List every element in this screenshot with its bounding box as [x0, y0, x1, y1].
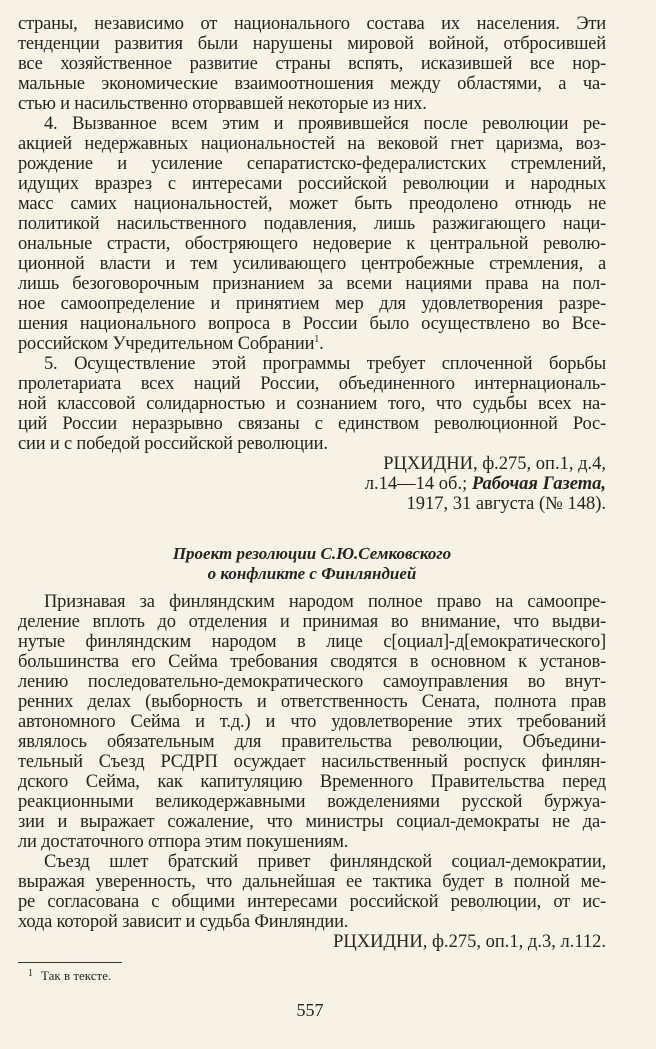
line-text: 5. Осуществление этой программы требует сплоченной борьбы	[44, 354, 606, 374]
text-line	[18, 34, 606, 54]
line-text: автономного Сейма и т.д.) и что удовлетворение этих требований	[18, 712, 606, 732]
line-text: зии и выражает сожаление, что министры социал-демократы не да-	[18, 812, 606, 832]
line-text: рождение и усиление сепаратистско-федералистских стремлений,	[18, 154, 606, 174]
text-line	[18, 872, 606, 892]
text-line	[18, 632, 606, 652]
text-line	[18, 194, 606, 214]
line-text: российском Учредительном Собрании	[18, 334, 315, 354]
footnote	[28, 968, 111, 984]
line-text: тельный Съезд РСДРП осуждает насильственный роспуск финлян-	[18, 752, 606, 772]
text-line	[18, 94, 606, 114]
text-line	[18, 214, 606, 234]
text-line	[18, 14, 606, 34]
heading-line: о конфликте с Финляндией	[207, 564, 417, 583]
text-line	[18, 254, 606, 274]
text-line	[18, 54, 606, 74]
line-text: политикой насильственного подавления, лишь разжигающего наци-	[18, 214, 606, 234]
text-line	[18, 154, 606, 174]
text-line	[18, 752, 606, 772]
text-line	[18, 812, 606, 832]
line-text: Съезд шлет братский привет финляндской социал-демократии,	[44, 852, 606, 872]
citation-line: 1917, 31 августа (№ 148).	[406, 494, 606, 514]
text-line	[18, 74, 606, 94]
text-line	[18, 612, 606, 632]
footnote-reference[interactable]: 1	[314, 333, 320, 345]
line-text: Признавая за финляндским народом полное право на самоопре-	[44, 592, 606, 612]
text-line	[18, 712, 606, 732]
archive-citation-1	[18, 454, 606, 514]
line-text: тенденции развития были нарушены мировой войной, отбросившей	[18, 34, 606, 54]
text-line	[18, 692, 606, 712]
text-line	[18, 652, 606, 672]
line-text: лишь безоговорочным признанием за всеми нациями права на пол-	[18, 274, 606, 294]
line-text: ционной власти и тем усиливающего центробежные стремления, а	[18, 254, 606, 274]
citation-line: РЦХИДНИ, ф.275, оп.1, д.4,	[383, 454, 606, 474]
line-text: шения национального вопроса в России было осуществлено во Все-	[18, 314, 606, 334]
text-line	[18, 294, 606, 314]
text-line	[18, 912, 606, 932]
line-text: страны, независимо от национального состава их населения. Эти	[18, 14, 606, 34]
line-text: пролетариата всех наций России, объединенного интернациональ-	[18, 374, 606, 394]
line-text: деление вплоть до отделения и принимая во внимание, что выдви-	[18, 612, 606, 632]
body-text-part-2	[18, 592, 606, 932]
text-line	[18, 732, 606, 752]
heading-line: Проект резолюции С.Ю.Семковского	[172, 544, 452, 563]
line-text: стью и насильственно оторвавшей некоторые из них.	[18, 94, 427, 114]
line-text: ренних делах (выборность и ответственность Сената, полнота прав	[18, 692, 606, 712]
text-line	[18, 414, 606, 434]
citation-text: л.14—14 об.;	[364, 474, 472, 494]
paragraph	[18, 14, 606, 114]
text-line	[18, 114, 606, 134]
line-text: сии и с победой российской революции.	[18, 434, 328, 454]
line-text: ре согласована с общими интересами российской революции, от ис-	[18, 892, 606, 912]
text-line	[18, 174, 606, 194]
footnote-number: 1	[28, 968, 33, 979]
archive-citation-2: РЦХИДНИ, ф.275, оп.1, д.3, л.112.	[333, 932, 606, 952]
line-text: идущих вразрез с интересами российской революции и народных	[18, 174, 606, 194]
line-text: являлось обязательным для правительства революции, Объедини-	[18, 732, 606, 752]
line-text: ли достаточного отпора этим покушениям.	[18, 832, 349, 852]
text-line	[18, 354, 606, 374]
line-text: реакционными великодержавными вожделениями русской буржуа-	[18, 792, 606, 812]
text-line	[18, 672, 606, 692]
text-line	[18, 334, 606, 354]
line-text: ций России неразрывно связаны с единством революционной Рос-	[18, 414, 606, 434]
text-line	[18, 394, 606, 414]
line-text: масс самих национальностей, может быть преодолено отнюдь не	[18, 194, 606, 214]
text-line	[18, 134, 606, 154]
line-text: ное самоопределение и принятием мер для удовлетворения разре-	[18, 294, 606, 314]
line-text: акцией недержавных национальностей на вековой гнет царизма, воз-	[18, 134, 606, 154]
text-line	[18, 832, 606, 852]
text-line	[18, 434, 606, 454]
line-text: нутые финляндским народом в лице с[оциал]-д[емократического]	[18, 632, 606, 652]
line-text: дского Сейма, как капитуляцию Временного Правительства перед	[18, 772, 606, 792]
text-line	[18, 772, 606, 792]
line-text: лению последовательно-демократического самоуправления во внут-	[18, 672, 606, 692]
line-text: хода которой зависит и судьба Финляндии.	[18, 912, 349, 932]
text-line	[18, 234, 606, 254]
text-line	[18, 314, 606, 334]
text-line	[18, 592, 606, 612]
newspaper-title: Рабочая Газета,	[471, 474, 606, 494]
body-text-part-1	[18, 14, 606, 454]
line-text: все хозяйственное развитие страны вспять, исказившей все нор-	[18, 54, 606, 74]
text-line	[18, 892, 606, 912]
text-line	[18, 374, 606, 394]
page-number: 557	[296, 1000, 324, 1020]
line-text: 4. Вызванное всем этим и проявившейся после революции ре-	[44, 114, 606, 134]
line-text: большинства его Сейма требования сводятся в основном к установ-	[18, 652, 606, 672]
footnote-divider	[18, 962, 122, 963]
paragraph	[18, 852, 606, 932]
section-heading	[18, 544, 606, 584]
line-text: ной классовой солидарностью и сознанием того, что судьбы всех на-	[18, 394, 606, 414]
paragraph	[18, 592, 606, 852]
line-text: .	[319, 334, 324, 354]
text-line	[18, 852, 606, 872]
citation-line	[18, 474, 606, 494]
line-text: ональные страсти, обостряющего недоверие к центральной револю-	[18, 234, 606, 254]
paragraph	[18, 354, 606, 454]
line-text: выражая уверенность, что дальнейшая ее тактика будет в полной ме-	[18, 872, 606, 892]
text-line	[18, 274, 606, 294]
footnote-text: Так в тексте.	[41, 968, 112, 983]
paragraph	[18, 114, 606, 354]
line-text: мальные экономические взаимоотношения между областями, а ча-	[18, 74, 606, 94]
text-line	[18, 792, 606, 812]
page-body	[18, 14, 606, 952]
